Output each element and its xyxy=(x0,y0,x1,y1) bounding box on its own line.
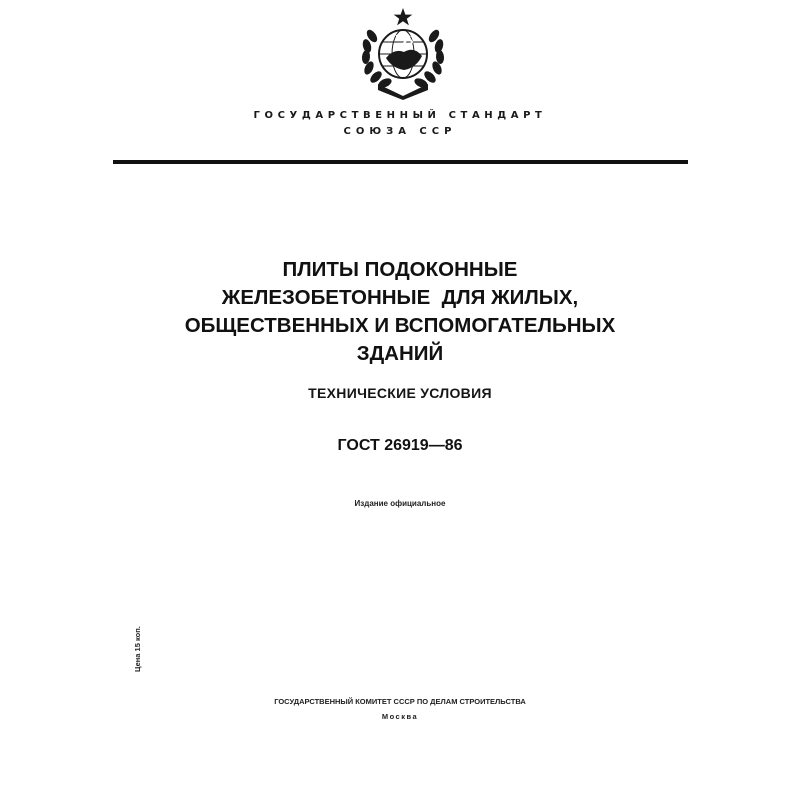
document-title xyxy=(100,256,700,368)
title-line4: ЗДАНИЙ xyxy=(356,342,444,365)
title-line3: ОБЩЕСТВЕННЫХ И ВСПОМОГАТЕЛЬНЫХ xyxy=(184,314,616,337)
price-label: Цена 15 коп. xyxy=(133,626,142,672)
document-subtitle: ТЕХНИЧЕСКИЕ УСЛОВИЯ xyxy=(308,385,492,401)
header-divider xyxy=(113,160,688,164)
publisher-city: Москва xyxy=(381,712,419,721)
publisher-name: ГОСУДАРСТВЕННЫЙ КОМИТЕТ СССР ПО ДЕЛАМ СТРОИТЕЛЬСТВА xyxy=(274,697,526,706)
edition-note: Издание официальное xyxy=(354,499,446,508)
title-line1: ПЛИТЫ ПОДОКОННЫЕ xyxy=(282,258,518,281)
ussr-state-emblem-icon xyxy=(358,6,448,100)
standard-number: ГОСТ 26919—86 xyxy=(337,437,463,454)
standard-header-line1: ГОСУДАРСТВЕННЫЙ СТАНДАРТ xyxy=(253,110,547,121)
title-line2: ЖЕЛЕЗОБЕТОННЫЕ ДЛЯ ЖИЛЫХ, xyxy=(221,286,579,309)
standard-header-line2: СОЮЗА ССР xyxy=(343,126,457,137)
